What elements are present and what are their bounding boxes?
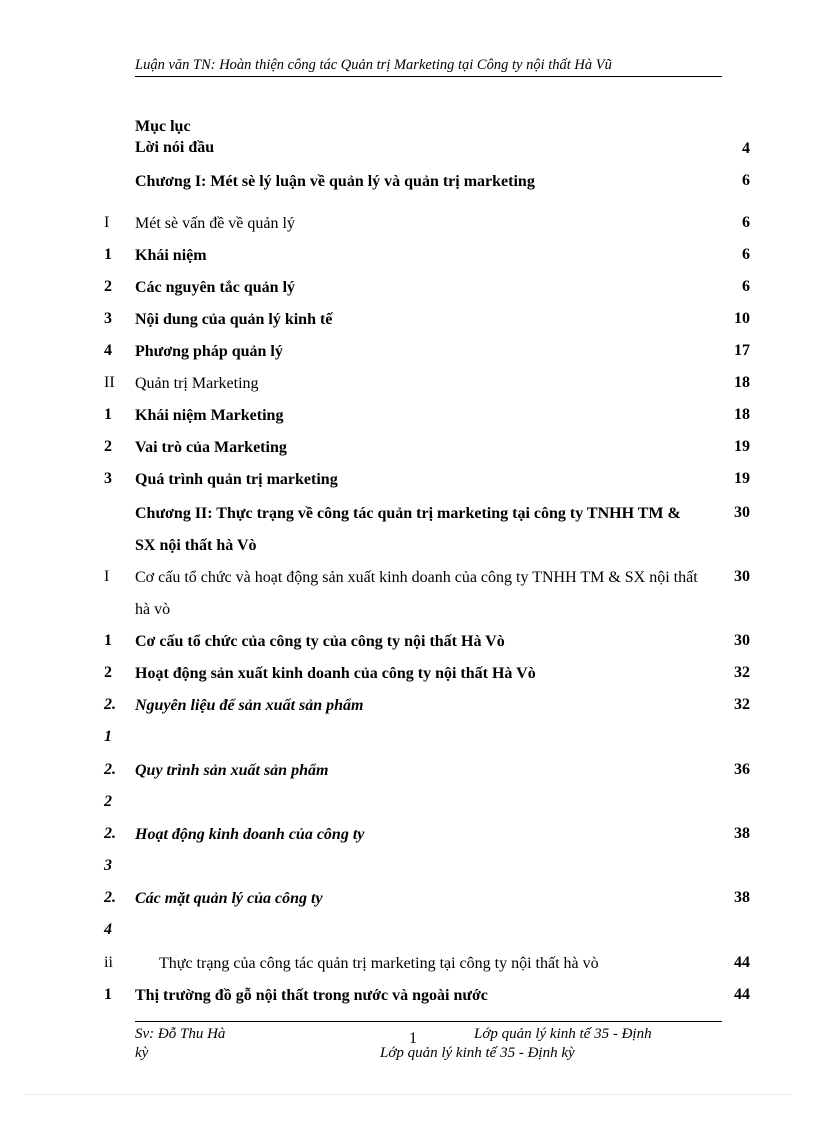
- toc-row-text: Khái niệm Marketing: [135, 407, 284, 424]
- toc-row-text: Các nguyên tắc quản lý: [135, 279, 296, 296]
- toc-row-page: 32: [734, 664, 750, 681]
- toc-row-number: 3: [104, 470, 112, 487]
- toc-row-page: 38: [734, 889, 750, 906]
- toc-row-text: Vai trò của Marketing: [135, 439, 287, 456]
- toc-row-text: Khái niệm: [135, 247, 207, 264]
- toc-row-page: 30: [734, 632, 750, 649]
- toc-row-subnumber: 1: [104, 728, 112, 745]
- toc-row-text: Thị trường đồ gỗ nội thất trong nước và ngoài nước: [135, 987, 488, 1004]
- running-header: Luận văn TN: Hoàn thiện công tác Quản trị Marketing tại Công ty nội thất Hà Vũ: [135, 57, 722, 77]
- toc-row-text: Mét sè vấn đề về quản lý: [135, 215, 295, 232]
- toc-row-subnumber: 2: [104, 793, 112, 810]
- toc-row-page: 6: [742, 278, 750, 295]
- toc-row-number: 2.: [104, 825, 116, 842]
- toc-row-text: Hoạt động sản xuất kinh doanh của công ty nội thất Hà Vò: [135, 665, 536, 682]
- toc-title: Mục lục: [135, 118, 191, 135]
- toc-row-page: 19: [734, 470, 750, 487]
- toc-row-text: Chương I: Mét sè lý luận về quản lý và quản trị marketing: [135, 173, 535, 190]
- toc-row-text: Lời nói đầu: [135, 139, 215, 156]
- toc-row-number: 1: [104, 246, 112, 263]
- footer-rule: [135, 1021, 722, 1022]
- toc-row-page: 38: [734, 825, 750, 842]
- toc-row-text: Các mặt quản lý của công ty: [135, 890, 323, 907]
- toc-row-page: 36: [734, 761, 750, 778]
- toc-row-page: 30: [734, 504, 750, 521]
- page-edge-dotted-line: [25, 1094, 791, 1095]
- toc-row-text: Chương II: Thực trạng về công tác quản trị marketing tại công ty TNHH TM & SX nội thất hà Vò: [135, 505, 681, 554]
- toc-row-page: 19: [734, 438, 750, 455]
- toc-row-page: 4: [742, 140, 750, 157]
- toc-row-number: 2: [104, 438, 112, 455]
- toc-row-page: 17: [734, 342, 750, 359]
- toc-row-number: 1: [104, 406, 112, 423]
- toc-row-page: 18: [734, 374, 750, 391]
- toc-row-number: 1: [104, 986, 112, 1003]
- toc-row-page: 18: [734, 406, 750, 423]
- toc-row-page: 44: [734, 954, 750, 971]
- toc-row-subnumber: 4: [104, 921, 112, 938]
- toc-row-text: Phương pháp quản lý: [135, 343, 283, 360]
- toc-row-number: 3: [104, 310, 112, 327]
- toc-row-number: ii: [104, 954, 113, 971]
- toc-row-text: Quản trị Marketing: [135, 375, 259, 392]
- toc-row-number: 2: [104, 278, 112, 295]
- toc-row-text: Quy trình sản xuất sản phẩm: [135, 762, 329, 779]
- toc-row-number: I: [104, 214, 110, 231]
- toc-row-page: 44: [734, 986, 750, 1003]
- footer-class-full: Lớp quản lý kinh tế 35 - Định kỳ: [380, 1045, 575, 1061]
- toc-row-number: 4: [104, 342, 112, 359]
- toc-row-text: Cơ cấu tổ chức và hoạt động sản xuất kinh doanh của công ty TNHH TM & SX nội thất hà vò: [135, 569, 698, 618]
- toc-row-text: Hoạt động kinh doanh của công ty: [135, 826, 365, 843]
- footer-page-number: 1: [409, 1030, 417, 1047]
- toc-row-text: Quá trình quản trị marketing: [135, 471, 338, 488]
- toc-row-text: Cơ cấu tổ chức của công ty của công ty nội thất Hà Vò: [135, 633, 505, 650]
- toc-row-text: Nội dung của quản lý kinh tế: [135, 311, 333, 328]
- toc-row-number: 1: [104, 632, 112, 649]
- toc-row-page: 6: [742, 214, 750, 231]
- toc-row-page: 30: [734, 568, 750, 585]
- toc-row-number: 2.: [104, 761, 116, 778]
- toc-row-page: 6: [742, 172, 750, 189]
- toc-row-number: 2.: [104, 696, 116, 713]
- toc-row-number: I: [104, 568, 110, 585]
- toc-row-page: 32: [734, 696, 750, 713]
- toc-row-text: Thực trạng của công tác quản trị marketing tại công ty nội thất hà vò: [159, 955, 599, 972]
- toc-row-number: 2.: [104, 889, 116, 906]
- toc-row-page: 10: [734, 310, 750, 327]
- footer-author: Sv: Đỗ Thu Hà: [135, 1026, 226, 1042]
- footer-class: Lớp quản lý kinh tế 35 - Định: [474, 1026, 652, 1042]
- toc-row-number: II: [104, 374, 115, 391]
- toc-row-page: 6: [742, 246, 750, 263]
- toc-row-subnumber: 3: [104, 857, 112, 874]
- toc-row-number: 2: [104, 664, 112, 681]
- footer-author-overflow: kỳ: [135, 1045, 149, 1061]
- toc-row-text: Nguyên liệu để sản xuất sản phẩm: [135, 697, 364, 714]
